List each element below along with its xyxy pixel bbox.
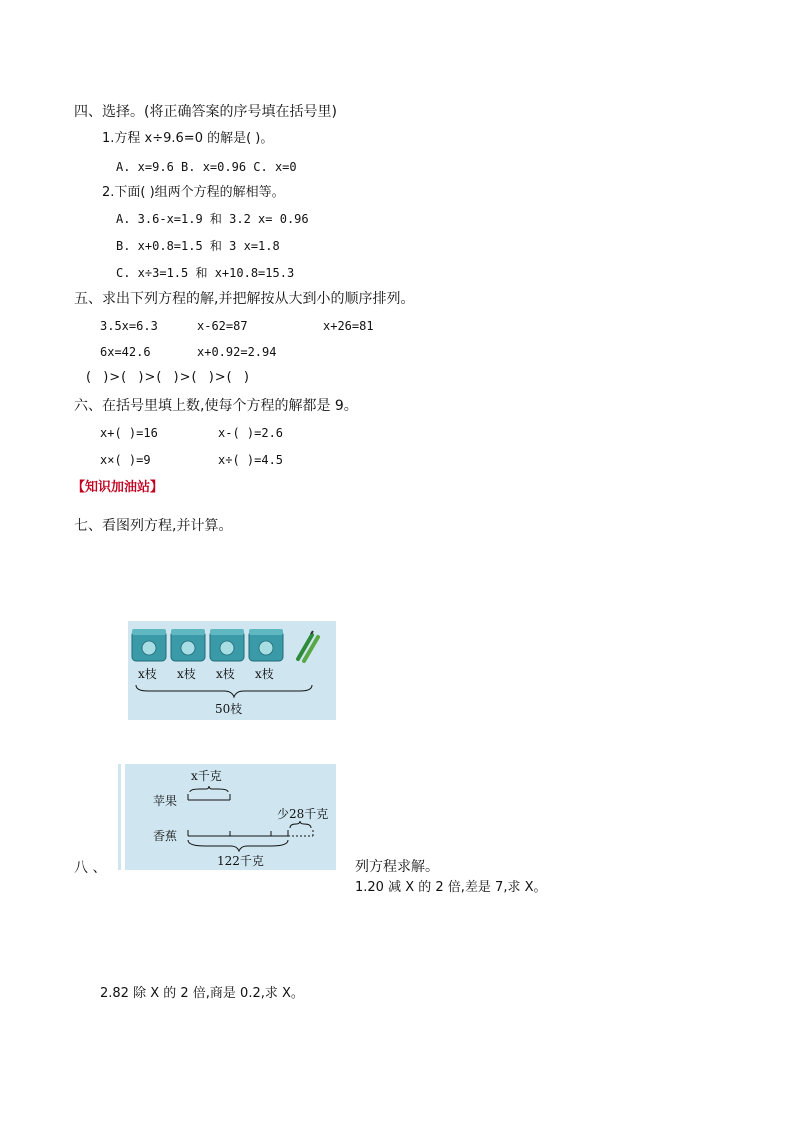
equation-5-4: 6x=42.6 (100, 345, 151, 359)
order-blanks: ( )>( )>( )>( )>( ) (86, 370, 250, 385)
bag-label: x枝 (177, 667, 196, 681)
pencil-bag-icon (132, 629, 166, 661)
figure-side-bar (118, 764, 121, 870)
section-8-title: 八 、 (74, 860, 107, 876)
question-4-2-option-c: C. x÷3=1.5 和 x+10.8=15.3 (116, 266, 295, 280)
fill-6-2: x-( )=2.6 (218, 426, 284, 440)
fill-6-1: x+( )=16 (100, 426, 158, 440)
section-5-title: 五、求出下列方程的解,并把解按从大到小的顺序排列。 (74, 291, 415, 307)
question-4-2-option-b: B. x+0.8=1.5 和 3 x=1.8 (116, 239, 280, 253)
less-weight-label: 少28千克 (277, 807, 329, 821)
apple-banana-figure (125, 764, 336, 870)
bag-label: x枝 (216, 667, 235, 681)
problem-8-2: 2.82 除 X 的 2 倍,商是 0.2,求 X。 (100, 986, 304, 1001)
equation-5-5: x+0.92=2.94 (197, 345, 277, 359)
question-4-2-option-a: A. 3.6-x=1.9 和 3.2 x= 0.96 (116, 212, 309, 226)
apple-weight-label: x千克 (191, 769, 222, 783)
apple-label: 苹果 (153, 794, 178, 808)
fill-6-4: x÷( )=4.5 (218, 453, 284, 467)
pencil-bag-icon (249, 629, 283, 661)
equation-5-1: 3.5x=6.3 (100, 319, 158, 333)
bag-label: x枝 (138, 667, 157, 681)
equation-5-3: x+26=81 (323, 319, 374, 333)
section-6-title: 六、在括号里填上数,使每个方程的解都是 9。 (74, 398, 358, 414)
section-4-title: 四、选择。(将正确答案的序号填在括号里) (74, 104, 337, 120)
pencil-bags-figure (128, 621, 336, 720)
pencil-bag-icon (210, 629, 244, 661)
section-7-title: 七、看图列方程,并计算。 (74, 518, 233, 534)
fill-6-3: x×( )=9 (100, 453, 151, 467)
equation-5-2: x-62=87 (197, 319, 248, 333)
pencil-bag-icon (171, 629, 205, 661)
knowledge-tip-heading: 【知识加油站】 (72, 480, 164, 495)
question-4-1-options: A. x=9.6 B. x=0.96 C. x=0 (116, 160, 297, 174)
problem-8-1: 1.20 减 X 的 2 倍,差是 7,求 X。 (355, 880, 547, 895)
pencils-icon (298, 631, 318, 661)
bag-label: x枝 (255, 667, 274, 681)
banana-label: 香蕉 (153, 829, 178, 843)
question-4-2: 2.下面( )组两个方程的解相等。 (102, 185, 285, 200)
total-pencils-label: 50枝 (215, 702, 243, 716)
problem-intro: 列方程求解。 (355, 859, 439, 875)
question-4-1: 1.方程 x÷9.6=0 的解是( )。 (102, 131, 274, 146)
banana-total-label: 122千克 (217, 854, 264, 868)
